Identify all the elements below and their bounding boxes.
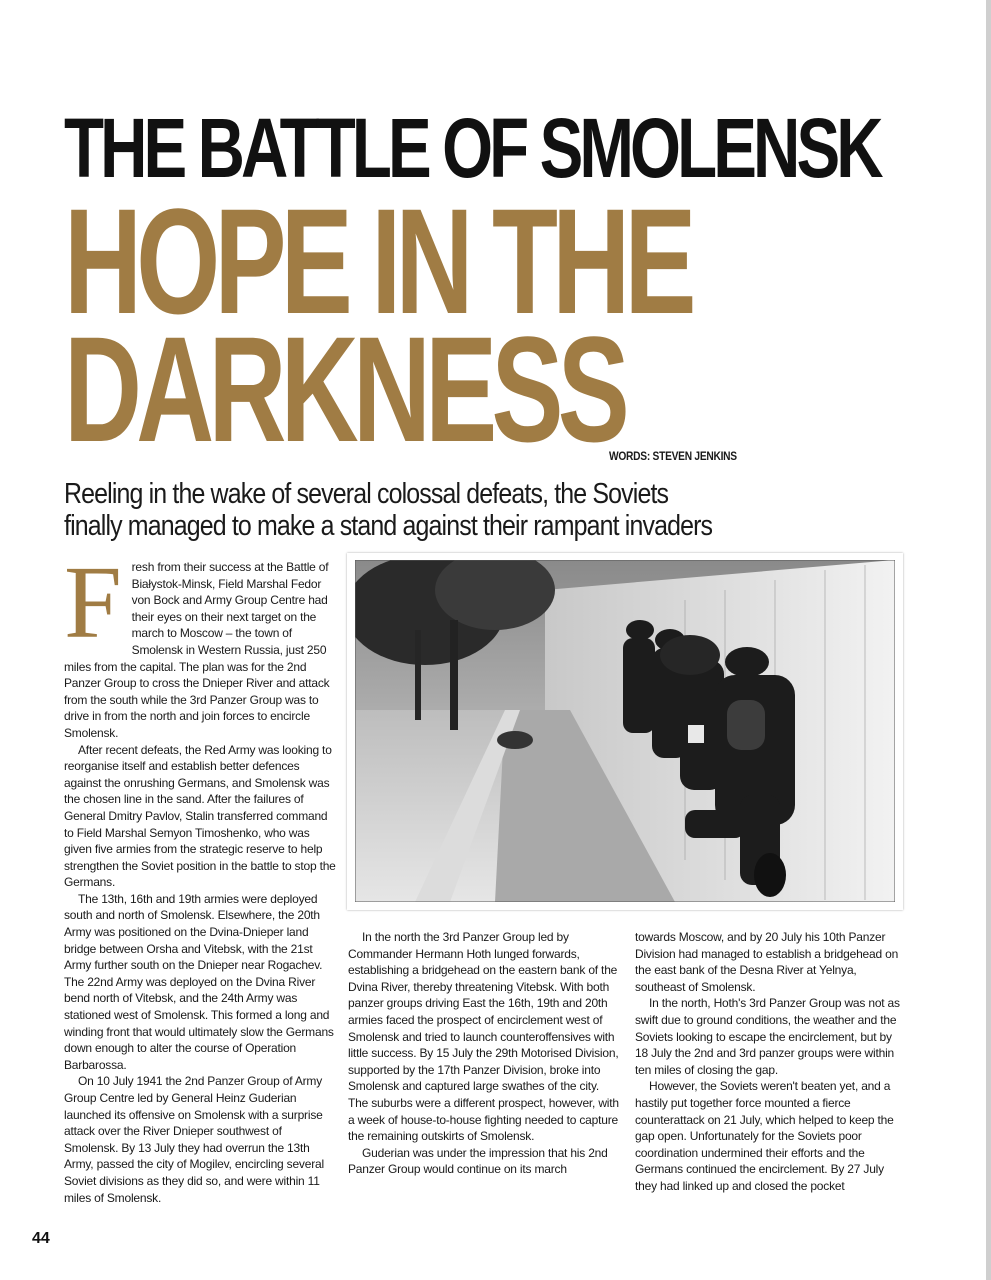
- paragraph: However, the Soviets weren't beaten yet, and a hastily put together force mounted a fierce counterattack on 21 July, which helped to keep the gap open. Unfortunately for the Soviets poor coordination undermined their efforts and the Germans continued the encirclement. By 27 July they had linked up and closed the pocket: [635, 1079, 894, 1193]
- headline-line-2: DARKNESS: [64, 305, 625, 473]
- paragraph: [64, 545, 336, 742]
- paragraph: Guderian was under the impression that his 2nd Panzer Group would continue on its march: [348, 1145, 608, 1177]
- drop-cap: F: [64, 545, 122, 660]
- article-kicker: THE BATTLE OF SMOLENSK: [64, 101, 880, 195]
- paragraph: The 13th, 16th and 19th armies were deployed south and north of Smolensk. Elsewhere, the 20th Army was positioned on the Dvina-Dnieper land bridge between Orsha and Vitebsk, with the 21st Army further south on the Dnieper near Rogachev. The 22nd Army was deployed on the Dvina River bend north of Vitebsk, and the 24th Army was stationed west of Smolensk. This formed a long and winding front that would ultimately slow the Germans down enough to alter the course of Operation Barbarossa.: [64, 891, 334, 1072]
- article-photo: [347, 553, 903, 910]
- paragraph: On 10 July 1941 the 2nd Panzer Group of Army Group Centre led by General Heinz Guderian launched its offensive on Smolensk with a surprise attack over the River Dnieper southwest of Smolensk. By 13 July they had overrun the 13th Army, passed the city of Mogilev, encircling several Soviet divisions as they did so, and were within 11 miles of Smolensk.: [64, 1074, 324, 1205]
- paragraph: In the north, Hoth's 3rd Panzer Group was not as swift due to ground conditions, the weather and the Soviets looking to escape the encirclement, but by 18 July the 2nd and 3rd panzer groups were within ten miles of closing the gap.: [635, 996, 900, 1077]
- paragraph: After recent defeats, the Red Army was looking to reorganise itself and establish better defences against the onrushing Germans, and Smolensk was the chosen line in the sand. After the failures of General Dmitry Pavlov, Stalin transferred command to Field Marshal Semyon Timoshenko, who was given five armies from the strategic reserve to help strengthen the Soviet position in the battle to stop the Germans.: [64, 742, 336, 890]
- headline-line-1: HOPE IN THE: [64, 177, 691, 345]
- paragraph: In the north the 3rd Panzer Group led by Commander Hermann Hoth lunged forwards, establishing a bridgehead on the eastern bank of the Dvina River, thereby threatening Vitebsk. With both panzer groups driving East the 16th, 19th and 20th armies faced the prospect of encirclement west of Smolensk and tried to launch counteroffensives with little success. By 15 July the 29th Motorised Division, supported by the 17th Panzer Division, broke into Smolensk and captured large swathes of the city. The suburbs were a different prospect, however, with a week of house-to-house fighting needed to capture the remaining outskirts of Smolensk.: [348, 930, 619, 1144]
- page-number: 44: [32, 1230, 50, 1247]
- article-standfirst: Reeling in the wake of several colossal defeats, the Soviets finally managed to make a stand against their rampant invaders: [64, 478, 713, 542]
- paragraph-text: resh from their success at the Battle of Białystok-Minsk, Field Marshal Fedor von Bock and Army Group Centre had their eyes on their next target on the march to Moscow – the town of Smolensk in Western Russia, just 250 miles from the capital. The plan was for the 2nd Panzer Group to cross the Dnieper River and attack from the south while the 3rd Panzer Group was to drive in from the north and join forces to encircle Smolensk.: [64, 560, 330, 740]
- body-column-2: [348, 929, 620, 1178]
- soldiers-street-photo: [355, 560, 895, 902]
- page-edge: [986, 0, 991, 1280]
- body-column-1: [64, 545, 336, 1206]
- article-byline: WORDS: STEVEN JENKINS: [609, 449, 737, 463]
- body-column-3: [635, 929, 907, 1195]
- paragraph: towards Moscow, and by 20 July his 10th Panzer Division had managed to establish a bridgehead on the east bank of the Desna River at Yelnya, southeast of Smolensk.: [635, 930, 899, 994]
